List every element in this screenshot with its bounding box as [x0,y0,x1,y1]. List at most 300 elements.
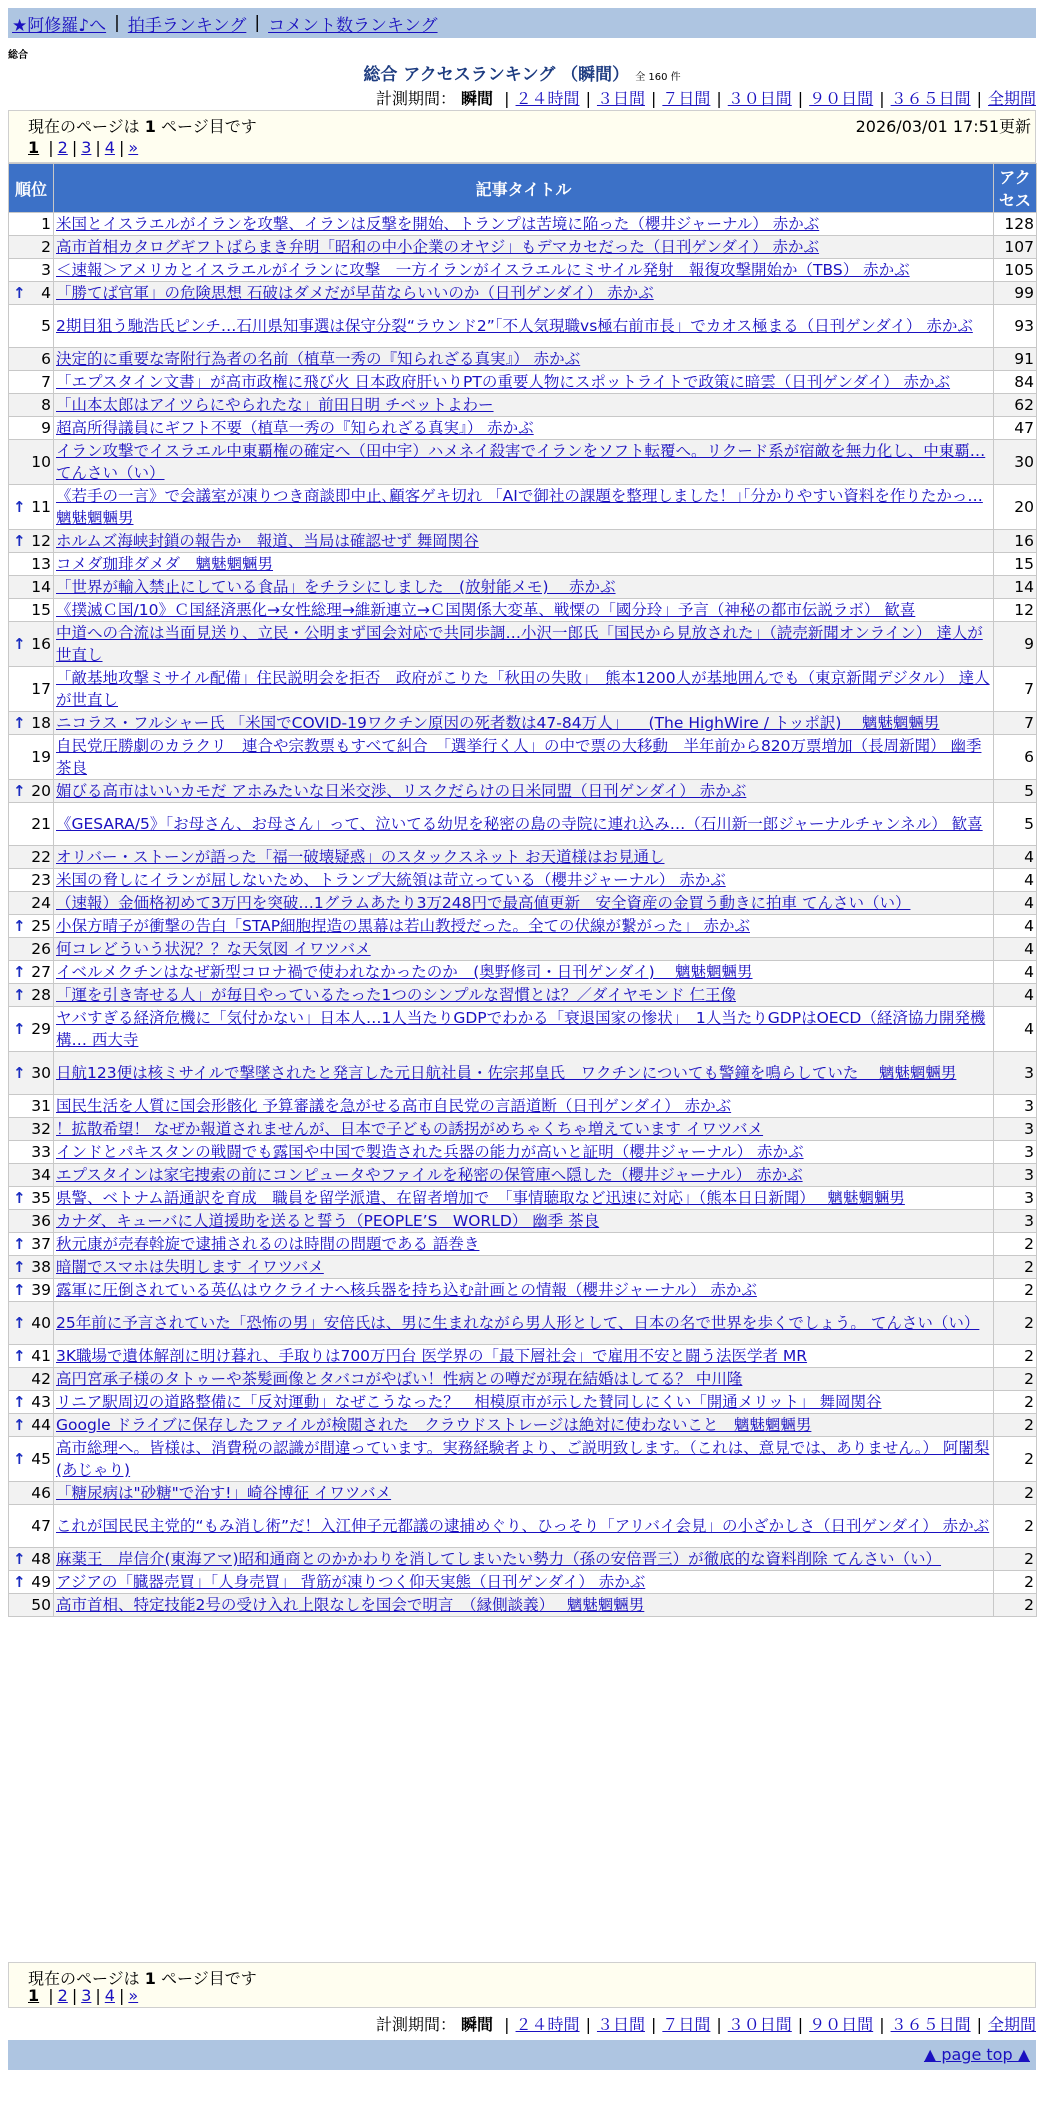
clap-ranking-link[interactable]: 拍手ランキング [127,15,247,36]
rank-cell [9,1505,54,1548]
table-row [9,1505,1037,1548]
access-count: 99 [994,282,1037,305]
rank-number: 10 [31,453,51,471]
article-title-link[interactable]: 3K職場で遺体解剖に明け暮れ、手取りは700万円台 医学界の「最下層社会」で雇用不安と闘う法医学者 MR [56,1347,808,1365]
table-row [9,1095,1037,1118]
title-cell [54,1233,994,1256]
rank-cell [9,440,54,485]
rank-up-arrow-icon: ↑ [13,714,26,732]
article-title-link[interactable]: 米国の脅しにイランが屈しないため、トランプ大統領は苛立っている（櫻井ジャーナル） 赤かぶ [56,871,726,889]
access-count: 2 [994,1345,1037,1368]
rank-cell [9,599,54,622]
rank-cell [9,348,54,371]
rank-cell [9,712,54,735]
article-title-link[interactable]: 中道への合流は当面見送り、立民・公明まず国会対応で共同歩調…小沢一郎氏「国民から見放された」（読売新聞オンライン） 達人が世直し [56,624,983,664]
period-label: 計測期間： [375,89,456,108]
rank-cell [9,259,54,282]
period-current: 瞬間 [461,2015,494,2034]
title-cell [54,394,994,417]
rank-number: 37 [31,1235,51,1253]
access-count: 3 [994,1164,1037,1187]
page-separator: | [95,1986,101,2005]
table-row [9,1141,1037,1164]
table-row [9,485,1037,530]
article-title-link[interactable]: イラン攻撃でイスラエル中東覇権の確定へ（田中宇）ハメネイ殺害でイランをソフト転覆へ。リクード系が宿敵を無力化し、中東覇… てんさい（い） [56,442,986,482]
rank-cell [9,1164,54,1187]
rank-number: 9 [41,419,51,437]
rank-up-arrow-icon: ↑ [13,1235,26,1253]
period-separator: | [650,89,657,108]
rank-up-arrow-icon: ↑ [13,532,26,550]
article-title-link[interactable]: エプスタインは家宅捜索の前にコンピュータやファイルを秘密の保管庫へ隠した（櫻井ジャーナル） 赤かぶ [56,1166,803,1184]
rank-cell [9,869,54,892]
page-link[interactable]: 2 [57,138,68,157]
period-option-link[interactable]: 全期間 [987,89,1036,108]
access-count: 4 [994,892,1037,915]
period-option-link[interactable]: ７日間 [662,89,711,108]
rank-up-arrow-icon: ↑ [13,1416,26,1434]
article-title-link[interactable]: 露軍に圧倒されている英仏はウクライナへ核兵器を持ち込む計画との情報（櫻井ジャーナル） 赤かぶ [56,1281,757,1299]
period-option-link[interactable]: ２４時間 [515,2015,580,2034]
page-link[interactable]: 2 [57,1986,68,2005]
rank-up-arrow-icon: ↑ [13,1020,26,1038]
home-link[interactable]: ★阿修羅♪へ [12,15,107,36]
title-cell [54,869,994,892]
period-selector-top [376,86,1036,109]
rank-cell [9,984,54,1007]
rank-up-arrow-icon: ↑ [13,1258,26,1276]
page-link[interactable]: 4 [104,1986,115,2005]
rank-number: 46 [31,1484,51,1502]
title-cell [54,348,994,371]
article-title-link[interactable]: 25年前に予言されていた「恐怖の男」安倍氏は、男に生まれながら男人形として、日本の名で世界を歩くでしょう。 てんさい（い） [56,1314,980,1332]
article-title-link[interactable]: 米国とイスラエルがイランを攻撃、イランは反撃を開始、トランプは苦境に陥った（櫻井ジャーナル） 赤かぶ [56,215,820,233]
title-cell [54,667,994,712]
article-title-link[interactable]: 高市首相、特定技能2号の受け入れ上限なしを国会で明言 （縁側談義） 魑魅魍魎男 [56,1596,645,1614]
rank-cell [9,1118,54,1141]
period-separator: | [716,89,722,108]
page-separator: | [71,1986,78,2005]
access-count: 105 [994,259,1037,282]
access-count: 4 [994,846,1037,869]
rank-up-arrow-icon: ↑ [13,284,26,302]
access-count: 9 [994,622,1037,667]
table-row [9,1052,1037,1095]
article-title-link[interactable]: インドとパキスタンの戦闘でも露国や中国で製造された兵器の能力が高いと証明（櫻井ジャーナル） 赤かぶ [56,1143,804,1161]
article-title-link[interactable]: 「山本太郎はアイツらにやられたな」前田日明 チベットよわー [56,396,494,414]
rank-number: 28 [31,986,51,1004]
title-cell [54,259,994,282]
article-title-link[interactable]: 「世界が輸入禁止にしている食品」をチラシにしました (放射能メモ) 赤かぶ [56,578,616,596]
article-title-link[interactable]: 「勝てば官軍」の危険思想 石破はダメだが早苗ならいいのか（日刊ゲンダイ） 赤かぶ [56,284,654,302]
article-title-link[interactable]: ＜速報＞アメリカとイスラエルがイランに攻撃 一方イランがイスラエルにミサイル発射 報復攻撃開始か（TBS） 赤かぶ [56,261,910,279]
rank-up-arrow-icon: ↑ [13,917,26,935]
table-row [9,1548,1037,1571]
page-separator: | [48,138,54,157]
title-cell [54,1391,994,1414]
rank-cell [9,236,54,259]
rank-number: 48 [31,1550,51,1568]
table-row [9,1391,1037,1414]
article-title-link[interactable]: オリバー・ストーンが語った「福一破壊疑惑」のスタックスネット お天道様はお見通し [56,848,665,866]
table-row [9,394,1037,417]
period-current: 瞬間 [461,89,494,108]
article-title-link[interactable]: 《若手の一言》で会議室が凍りつき商談即中止､顧客ゲキ切れ 「AIで御社の課題を整理しました！｣｢分かりやすい資料を作りたかっ… 魑魅魍魎男 [56,487,983,527]
page-separator: | [71,138,78,157]
rank-number: 15 [31,601,51,619]
page-separator: | [118,138,125,157]
period-separator: | [585,2015,591,2034]
period-separator: | [650,2015,657,2034]
access-count: 3 [994,1118,1037,1141]
article-title-link[interactable]: 小保方晴子が衝撃の告白「STAP細胞捏造の黒幕は若山教授だった。全ての伏線が繋がった」 赤かぶ [56,917,750,935]
article-title-link[interactable]: 麻薬王 岸信介(東海アマ)昭和通商とのかかわりを消してしまいたい勢力（孫の安倍晋三）が徹底的な資料削除 てんさい（い） [56,1550,942,1568]
article-title-link[interactable]: 高市首相カタログギフトばらまき弁明「昭和の中小企業のオヤジ」もデマカセだった（日刊ゲンダイ） 赤かぶ [56,238,820,256]
article-title-link[interactable]: （速報）金価格初めて3万円を突破…1グラムあたり3万248円で最高値更新 安全資産の金買う動きに拍車 てんさい（い） [56,894,911,912]
access-count: 4 [994,984,1037,1007]
rank-up-arrow-icon: ↑ [13,1393,26,1411]
rank-up-arrow-icon: ↑ [13,1314,26,1332]
table-row [9,1256,1037,1279]
article-title-link[interactable]: 「敵基地攻撃ミサイル配備」住民説明会を拒否 政府がこりた「秋田の失敗」 熊本1200人が基地囲んでも（東京新聞デジタル） 達人が世直し [56,669,990,709]
table-row [9,599,1037,622]
comment-ranking-link[interactable]: コメント数ランキング [268,15,438,36]
title-cell [54,371,994,394]
period-option-link[interactable]: 全期間 [987,2015,1036,2034]
title-cell [54,1279,994,1302]
page-top-link[interactable]: ▲ page top ▲ [923,2045,1030,2064]
access-count: 2 [994,1414,1037,1437]
page-link[interactable]: 3 [81,138,92,157]
rank-cell [9,1233,54,1256]
article-title-link[interactable]: Google ドライブに保存したファイルが検閲された クラウドストレージは絶対に使わないこと 魑魅魍魎男 [56,1416,812,1434]
table-row [9,712,1037,735]
article-title-link[interactable]: 《撲滅Ｃ国/10》Ｃ国経済悪化→女性総理→維新連立→Ｃ国関係大変革、戦慄の「國分玲」予言（神秘の都市伝説ラボ） 歓喜 [56,601,916,619]
table-row [9,1482,1037,1505]
table-row [9,305,1037,348]
rank-number: 30 [31,1064,51,1082]
ranking-table [8,163,1037,1617]
title-cell [54,236,994,259]
bottom-bar [8,2040,1036,2070]
page-title: 総合 アクセスランキング （瞬間） [363,65,630,85]
period-separator: | [504,89,510,108]
period-option-link[interactable]: ３日間 [596,89,645,108]
table-row [9,553,1037,576]
access-count: 3 [994,1095,1037,1118]
rank-cell [9,282,54,305]
rank-cell [9,1095,54,1118]
period-separator: | [879,2015,885,2034]
table-row [9,1437,1037,1482]
period-option-link[interactable]: ９０日間 [809,2015,874,2034]
period-option-link[interactable]: ３６５日間 [890,2015,971,2034]
period-separator: | [716,2015,722,2034]
access-count: 3 [994,1210,1037,1233]
title-cell [54,803,994,846]
rank-up-arrow-icon: ↑ [13,1573,26,1591]
title-cell [54,1548,994,1571]
rank-cell [9,1052,54,1095]
title-cell [54,1368,994,1391]
rank-cell [9,371,54,394]
rank-number: 13 [31,555,51,573]
access-count: 128 [994,213,1037,236]
rank-cell [9,485,54,530]
article-title-link[interactable]: 暗闇でスマホは失明します イワツバメ [56,1258,324,1276]
rank-cell [9,1571,54,1594]
article-title-link[interactable]: リニア駅周辺の道路整備に「反対運動」なぜこうなった？ 相模原市が示した賛同しにくい「開通メリット」 舞岡関谷 [56,1393,882,1411]
table-row [9,1302,1037,1345]
rank-cell [9,1187,54,1210]
rank-number: 19 [31,748,51,766]
rank-cell [9,1210,54,1233]
rank-up-arrow-icon: ↑ [13,1347,26,1365]
access-count: 2 [994,1368,1037,1391]
page-separator: | [95,138,101,157]
next-page-link[interactable]: » [128,138,139,157]
updated-time: 2026/03/01 17:51更新 [855,117,1031,136]
rank-number: 41 [31,1347,51,1365]
rank-number: 35 [31,1189,51,1207]
period-separator: | [585,89,591,108]
table-row [9,530,1037,553]
table-row [9,576,1037,599]
period-option-link[interactable]: ３０日間 [727,2015,792,2034]
period-separator: | [976,2015,982,2034]
period-selector-bottom [376,2012,1036,2035]
rank-number: 36 [31,1212,51,1230]
rank-cell [9,961,54,984]
title-cell [54,282,994,305]
rank-cell [9,530,54,553]
access-count: 93 [994,305,1037,348]
period-option-link[interactable]: ３０日間 [727,89,792,108]
rank-cell [9,1256,54,1279]
article-title-link[interactable]: 高市総理へ。皆様は、消費税の認識が間違っています。実務経験者より、ご説明致します。（これは、意見では、ありません。） 阿闍梨(あじゃり) [56,1439,990,1479]
title-cell [54,780,994,803]
page-link-list [44,1986,138,2005]
article-title-link[interactable]: ！拡散希望！ なぜか報道されませんが、日本で子どもの誘拐がめちゃくちゃ増えています イワツバメ [56,1120,764,1138]
table-row [9,236,1037,259]
table-row [9,1164,1037,1187]
title-cell [54,1414,994,1437]
table-row [9,667,1037,712]
title-cell [54,961,994,984]
table-row [9,213,1037,236]
article-title-link[interactable]: アジアの「臓器売買」「人身売買」 背筋が凍りつく仰天実態（日刊ゲンダイ） 赤かぶ [56,1573,646,1591]
title-cell [54,1007,994,1052]
period-option-link[interactable]: ３日間 [596,2015,645,2034]
access-count: 30 [994,440,1037,485]
article-title-link[interactable]: 自民党圧勝劇のカラクリ 連合や宗教票もすべて糾合 「選挙行く人」の中で票の大移動 半年前から820万票増加（長周新聞） 幽季 茶良 [56,737,982,777]
title-cell [54,305,994,348]
rank-cell [9,394,54,417]
table-row [9,1118,1037,1141]
article-title-link[interactable]: カナダ、キューバに人道援助を送ると誓う（PEOPLE’S WORLD） 幽季 茶良 [56,1212,600,1230]
article-title-link[interactable]: 媚びる高市はいいカモだ アホみたいな日米交渉、リスクだらけの日米同盟（日刊ゲンダイ） 赤かぶ [56,782,747,800]
access-count: 2 [994,1233,1037,1256]
article-title-link[interactable]: 秋元康が売春斡旋で逮捕されるのは時間の問題である 語巻き [56,1235,480,1253]
article-title-link[interactable]: 日航123便は核ミサイルで撃墜されたと発言した元日航社員・佐宗邦皇氏 ワクチンについても警鐘を鳴らしていた 魑魅魍魎男 [56,1064,957,1082]
rank-number: 34 [31,1166,51,1184]
access-count: 16 [994,530,1037,553]
next-page-link[interactable]: » [128,1986,139,2005]
table-row [9,846,1037,869]
category-label: 総合 [8,50,28,61]
rank-number: 31 [31,1097,51,1115]
rank-cell [9,938,54,961]
rank-cell [9,1548,54,1571]
rank-number: 25 [31,917,51,935]
article-title-link[interactable]: 「エプスタイン文書」が高市政権に飛び火 日本政府肝いりPTの重要人物にスポットライトで政策に暗雲（日刊ゲンダイ） 赤かぶ [56,373,951,391]
article-title-link[interactable]: 何コレどういう状況？？な天気図 イワツバメ [56,940,371,958]
period-separator: | [797,89,804,108]
access-count: 2 [994,1256,1037,1279]
title-cell [54,553,994,576]
article-title-link[interactable]: 県警、ベトナム語通訳を育成 職員を留学派遣、在留者増加で 「事情聴取など迅速に対応」（熊本日日新聞） 魑魅魍魎男 [56,1189,905,1207]
table-row [9,1187,1037,1210]
page-links [28,138,138,157]
article-title-link[interactable]: ニコラス・フルシャー氏 「米国でCOVID-19ワクチン原因の死者数は47-84万人」 (The HighWire / トッポ訳) 魑魅魍魎男 [56,714,940,732]
rank-cell [9,1594,54,1617]
access-count: 2 [994,1594,1037,1617]
article-title-link[interactable]: 「糖尿病は"砂糖"で治す!」崎谷博征 イワツバメ [56,1484,392,1502]
rank-number: 43 [31,1393,51,1411]
access-count: 3 [994,1141,1037,1164]
page-title-line [0,60,1044,85]
access-count: 14 [994,576,1037,599]
article-title-link[interactable]: 高円宮承子様のタトゥーや茶髪画像とタバコがやばい！性病との噂だが現在結婚はしてる？ 中川隆 [56,1370,743,1388]
access-count: 91 [994,348,1037,371]
page-link[interactable]: 3 [81,1986,92,2005]
rank-up-arrow-icon: ↑ [13,963,26,981]
title-cell [54,1052,994,1095]
page-current: 1 [28,1986,40,2005]
rank-up-arrow-icon: ↑ [13,635,26,653]
rank-number: 33 [31,1143,51,1161]
rank-number: 2 [41,238,51,256]
title-cell [54,417,994,440]
table-row [9,417,1037,440]
period-label: 計測期間： [375,2015,456,2034]
rank-cell [9,1141,54,1164]
title-cell [54,622,994,667]
access-count: 12 [994,599,1037,622]
access-count: 7 [994,712,1037,735]
page-separator: | [48,1986,54,2005]
title-cell [54,1345,994,1368]
title-cell [54,1187,994,1210]
rank-number: 3 [41,261,51,279]
period-option-link[interactable]: ９０日間 [809,89,874,108]
rank-cell [9,1414,54,1437]
rank-up-arrow-icon: ↑ [13,1550,26,1568]
access-count: 5 [994,803,1037,846]
rank-number: 17 [31,680,51,698]
article-title-link[interactable]: 超高所得議員にギフト不要（植草一秀の『知られざる真実』） 赤かぶ [56,419,534,437]
table-row [9,803,1037,846]
period-options [498,2015,1036,2034]
rank-number: 18 [31,714,51,732]
rank-number: 39 [31,1281,51,1299]
col-rank-header: 順位 [9,164,54,213]
title-cell [54,846,994,869]
access-count: 4 [994,915,1037,938]
article-title-link[interactable]: ヤバすぎる経済危機に「気付かない」日本人…1人当たりGDPでわかる「衰退国家の惨状」 1人当たりGDPはOECD（経済協力開発機構… 西大寺 [56,1009,986,1049]
access-count: 2 [994,1482,1037,1505]
table-row [9,1571,1037,1594]
rank-cell [9,213,54,236]
page-link[interactable]: 4 [104,138,115,157]
article-title-link[interactable]: コメダ珈琲ダメダ 魑魅魍魎男 [56,555,274,573]
rank-cell [9,735,54,780]
rank-number: 6 [41,350,51,368]
article-title-link[interactable]: 国民生活を人質に国会形骸化 予算審議を急がせる高市自民党の言語道断（日刊ゲンダイ） 赤かぶ [56,1097,732,1115]
rank-number: 23 [31,871,51,889]
access-count: 107 [994,236,1037,259]
title-cell [54,576,994,599]
rank-up-arrow-icon: ↑ [13,1281,26,1299]
title-cell [54,1594,994,1617]
page-links [28,1986,138,2005]
rank-cell [9,417,54,440]
rank-cell [9,892,54,915]
title-cell [54,599,994,622]
article-title-link[interactable]: 2期目狙う馳浩氏ピンチ…石川県知事選は保守分裂“ラウンド2”「不人気現職vs極右前市長」でカオス極まる（日刊ゲンダイ） 赤かぶ [56,317,973,335]
article-title-link[interactable]: 「運を引き寄せる人」が毎日やっているたった1つのシンプルな習慣とは？／ダイヤモンド 仁王像 [56,986,736,1004]
rank-number: 29 [31,1020,51,1038]
period-option-link[interactable]: ２４時間 [515,89,580,108]
access-count: 3 [994,1187,1037,1210]
period-separator: | [976,89,982,108]
table-row [9,1345,1037,1368]
title-cell [54,1118,994,1141]
article-title-link[interactable]: ホルムズ海峡封鎖の報告か 報道、当局は確認せず 舞岡関谷 [56,532,479,550]
article-title-link[interactable]: イベルメクチンはなぜ新型コロナ禍で使われなかったのか (奥野修司・日刊ゲンダイ) 魑魅魍魎男 [56,963,753,981]
access-count: 2 [994,1391,1037,1414]
table-row [9,259,1037,282]
article-title-link[interactable]: これが国民民主党的“もみ消し術”だ！入江伸子元都議の逮捕めぐり、ひっそり「アリバイ会見」の小ざかしさ（日刊ゲンダイ） 赤かぶ [56,1517,990,1535]
nav-separator: | [114,13,120,33]
period-option-link[interactable]: ３６５日間 [890,89,971,108]
table-row [9,282,1037,305]
table-row [9,915,1037,938]
period-option-link[interactable]: ７日間 [662,2015,711,2034]
table-row [9,892,1037,915]
title-cell [54,712,994,735]
title-cell [54,1482,994,1505]
table-row [9,1007,1037,1052]
page-link-list [44,138,138,157]
title-cell [54,1302,994,1345]
access-count: 2 [994,1279,1037,1302]
rank-up-arrow-icon: ↑ [13,782,26,800]
rank-number: 50 [31,1596,51,1614]
rank-number: 45 [31,1450,51,1468]
title-cell [54,1164,994,1187]
rank-number: 21 [31,815,51,833]
top-nav-bar [8,8,1036,38]
access-count: 2 [994,1437,1037,1482]
rank-number: 26 [31,940,51,958]
article-title-link[interactable]: 決定的に重要な寄附行為者の名前（植草一秀の『知られざる真実』） 赤かぶ [56,350,581,368]
rank-cell [9,1302,54,1345]
title-cell [54,1505,994,1548]
table-row [9,440,1037,485]
title-cell [54,213,994,236]
article-title-link[interactable]: 《GESARA/5》「お母さん、お母さん」って、泣いてる幼児を秘密の島の寺院に連れ込み…（石川新一郎ジャーナルチャンネル） 歓喜 [56,815,983,833]
